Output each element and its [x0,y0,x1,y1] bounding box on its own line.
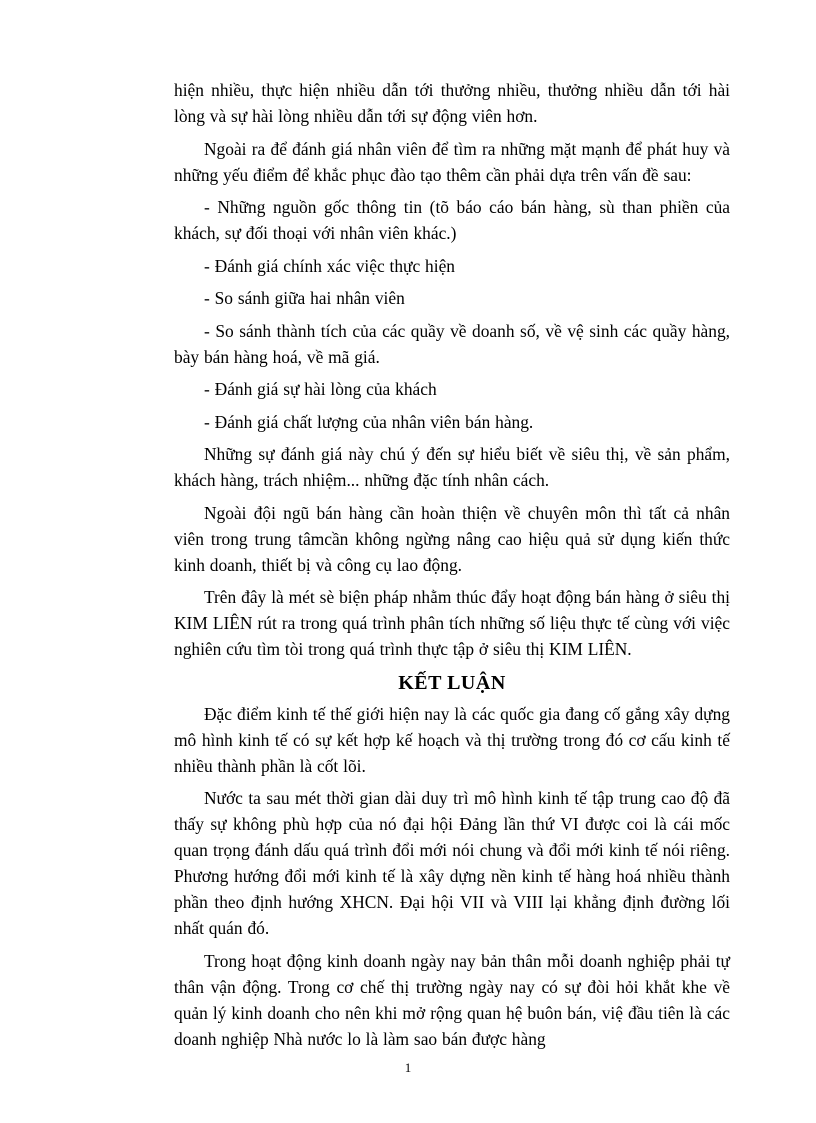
paragraph-evaluation-intro: Ngoài ra để đánh giá nhân viên để tìm ra những mặt mạnh để phát huy và những yếu điểm để khắc phục đào tạo thêm cần phải dựa trên vấn đề sau: [174,138,730,185]
list-item-information-sources: - Những nguồn gốc thông tin (tõ báo cáo bán hàng, sù than phiền của khách, sự đối thoại với nhân viên khác.) [174,197,730,243]
paragraph-evaluation-focus: Những sự đánh giá này chú ý đến sự hiểu biết về siêu thị, về sản phẩm, khách hàng, trách nhiệm... những đặc tính nhân cách. [174,444,730,490]
list-item-customer-satisfaction: - Đánh giá sự hài lòng của khách [204,379,437,399]
paragraph-business-activity: Trong hoạt động kinh doanh ngày nay bản thân mỗi doanh nghiệp phải tự thân vận động. Trong cơ chế thị trường ngày nay có sự đòi hỏi khắt khe về quản lý kinh doanh cho nên khi mở rộng quan hệ buôn bán, việ đầu tiên là các doanh nghiệp Nhà nước lo là làm sao bán được hàng [174,950,730,1049]
paragraph-world-economy: Đặc điểm kinh tế thế giới hiện nay là các quốc gia đang cố gắng xây dựng mô hình kinh tế có sự kết hợp kế hoạch và thị trường trong đó cơ cấu kinh tế nhiều thành phần là cốt lõi. [174,703,730,776]
list-item-compare-counters: - So sánh thành tích của các quầy về doanh số, về vệ sinh các quầy hàng, bày bán hàng hoá, về mã giá. [174,320,730,367]
list-item-staff-quality: - Đánh giá chất lượng của nhân viên bán hàng. [204,411,534,432]
paragraph-summary-measures: Trên đây là mét sè biện pháp nhằm thúc đẩy hoạt động bán hàng ở siêu thị KIM LIÊN rút ra trong quá trình phân tích những số liệu thực tế cùng với việc nghiên cứu tìm tòi trong quá trình thực tập ở siêu thị KIM LIÊN. [174,587,730,659]
paragraph-continuation: hiện nhiều, thực hiện nhiều dẫn tới thưởng nhiều, thưởng nhiều dẫn tới hài lòng và sự hài lòng nhiều dẫn tới sự động viên hơn. [174,80,730,126]
conclusion-heading: KẾT LUẬN [398,671,506,694]
document-page [174,77,730,1058]
page-number: 1 [404,1060,412,1075]
list-item-accurate-evaluation: - Đánh giá chính xác việc thực hiện [204,255,455,276]
paragraph-staff-improvement: Ngoài đội ngũ bán hàng cần hoàn thiện về chuyên môn thì tất cả nhân viên trong trung tâmcần không ngừng nâng cao hiệu quả sử dụng kiến thức kinh doanh, thiết bị và công cụ lao động. [174,502,730,575]
list-item-compare-employees: - So sánh giữa hai nhân viên [204,288,405,308]
paragraph-vietnam-reform: Nước ta sau mét thời gian dài duy trì mô hình kinh tế tập trung cao độ đã thấy sự không phù hợp của nó đại hội Đảng lần thứ VI được coi là cái mốc quan trọng đánh dấu quá trình đổi mới nói chung và đổi mới kinh tế nói riêng. Phương hướng đổi mới kinh tế là xây dựng nền kinh tế hàng hoá nhiều thành phần theo định hướng XHCN. Đại hội VII và VIII lại khẳng định đường lối nhất quán đó. [174,788,730,938]
